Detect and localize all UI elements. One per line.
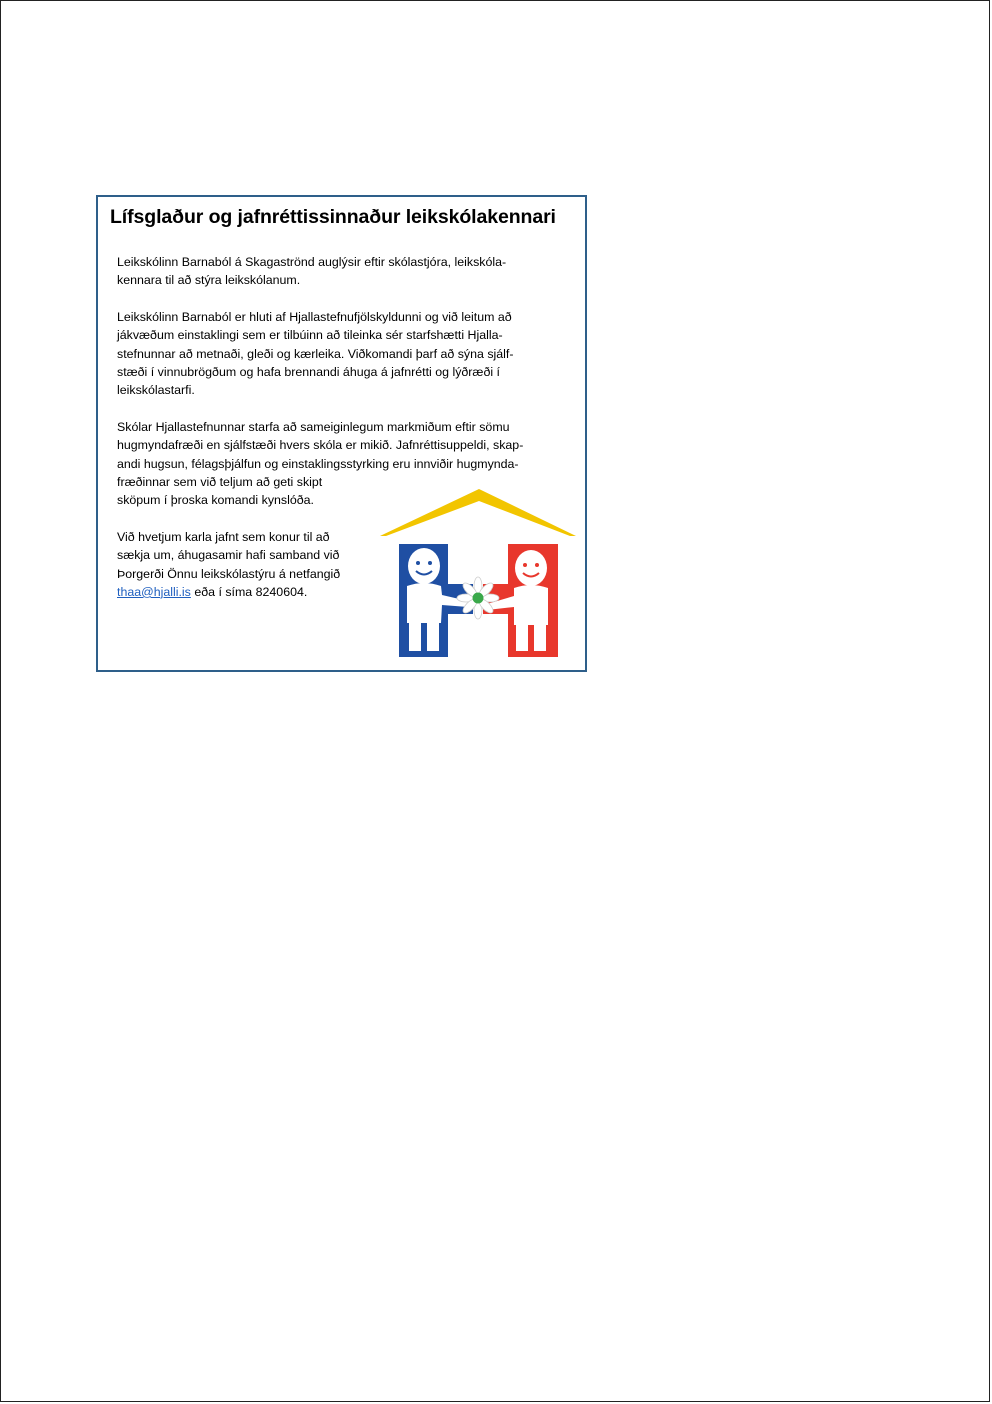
text-line: jákvæðum einstaklingi sem er tilbúinn að tileinka sér starfshætti Hjalla- <box>117 328 503 343</box>
ad-paragraph-about <box>117 308 514 399</box>
text-line: Þorgerði Önnu leikskólastýru á netfangið <box>117 566 341 581</box>
text-line: Leikskólinn Barnaból er hluti af Hjallastefnufjölskyldunni og við leitum að <box>117 310 512 324</box>
text-line: Skólar Hjallastefnunnar starfa að sameiginlegum markmiðum eftir sömu <box>117 420 510 434</box>
contact-suffix: eða í síma 8240604. <box>190 584 308 599</box>
contact-line <box>117 583 340 601</box>
text-line: sækja um, áhugasamir hafi samband við <box>117 548 340 563</box>
hjallastefnan-logo-icon <box>380 489 576 664</box>
text-line: stefnunnar að metnaði, gleði og kærleika. Viðkomandi þarf að sýna sjálf- <box>117 346 514 361</box>
email-link[interactable]: thaa@hjalli.is <box>117 584 191 599</box>
ad-paragraph-contact <box>117 528 340 601</box>
text-line: Við hvetjum karla jafnt sem konur til að <box>117 530 330 544</box>
text-line: Leikskólinn Barnaból á Skagaströnd auglýsir eftir skólastjóra, leikskóla- <box>117 255 507 269</box>
text-line: hugmyndafræði en sjálfstæði hvers skóla er mikið. Jafnréttisuppeldi, skap- <box>117 438 524 453</box>
text-line: fræðinnar sem við teljum að geti skipt <box>117 474 323 489</box>
text-line: stæði í vinnubrögðum og hafa brennandi áhuga á jafnrétti og lýðræði í <box>117 364 500 379</box>
ad-paragraph-intro <box>117 253 506 290</box>
text-line: leikskólastarfi. <box>117 383 195 398</box>
text-line: andi hugsun, félagsþjálfun og einstaklingsstyrking eru innviðir hugmynda- <box>117 456 519 471</box>
job-ad-box <box>96 195 587 672</box>
roof-shape <box>380 489 576 536</box>
text-line: sköpum í þroska komandi kynslóða. <box>117 493 314 508</box>
ad-title: Lífsglaður og jafnréttissinnaður leikskólakennari <box>110 206 556 228</box>
text-line: kennara til að stýra leikskólanum. <box>117 273 301 288</box>
